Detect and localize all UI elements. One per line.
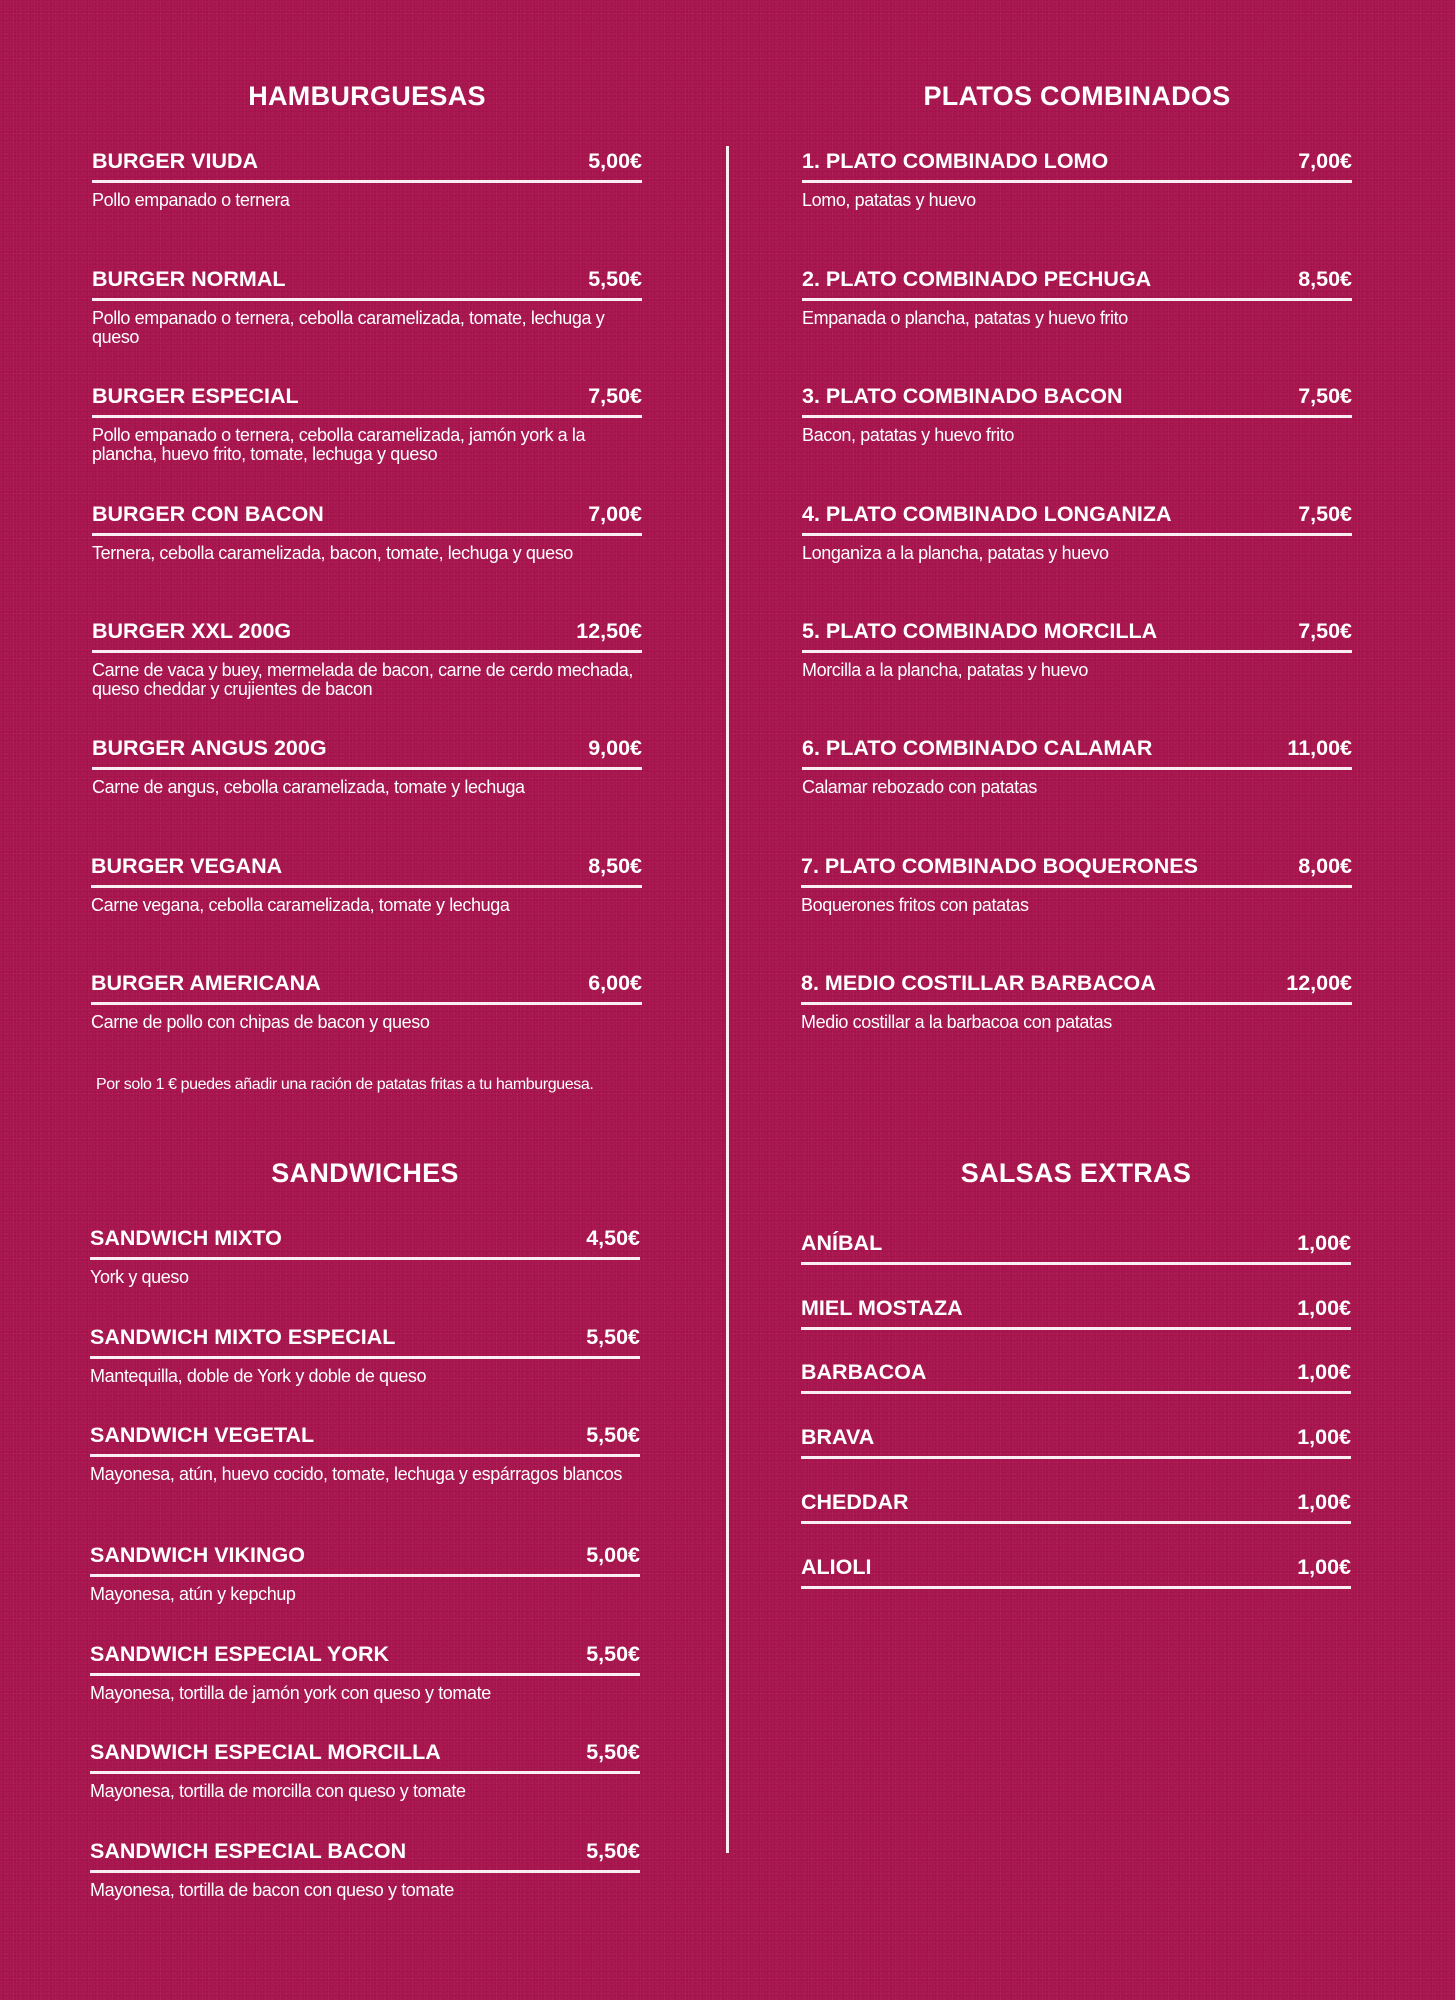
- menu-item: [92, 501, 642, 563]
- item-price: 7,00€: [1298, 149, 1352, 173]
- item-name: MIEL MOSTAZA: [801, 1296, 963, 1320]
- item-name: SANDWICH MIXTO ESPECIAL: [90, 1325, 396, 1349]
- item-price: 7,50€: [1298, 384, 1352, 408]
- item-description: Calamar rebozado con patatas: [802, 777, 1037, 797]
- item-description: Pollo empanado o ternera, cebolla caramelizada, jamón york a la plancha, huevo frito, tomate, lechuga y queso: [92, 425, 586, 464]
- item-name: BURGER XXL 200G: [92, 619, 292, 643]
- menu-item: [802, 501, 1352, 563]
- menu-item: [91, 970, 642, 1032]
- section-title: SALSAS EXTRAS: [960, 1158, 1192, 1188]
- item-price: 5,50€: [586, 1740, 640, 1764]
- item-description: Pollo empanado o ternera, cebolla caramelizada, tomate, lechuga y queso: [92, 308, 605, 347]
- item-name: 7. PLATO COMBINADO BOQUERONES: [801, 854, 1198, 878]
- item-description: Mayonesa, tortilla de morcilla con queso y tomate: [90, 1781, 466, 1801]
- item-name: BURGER VIUDA: [92, 149, 259, 173]
- menu-item: [801, 970, 1352, 1032]
- item-name: SANDWICH ESPECIAL YORK: [90, 1642, 390, 1666]
- menu-item: [90, 1641, 640, 1703]
- section-salsas-extras: [801, 1157, 1351, 1597]
- item-price: 8,00€: [1298, 854, 1352, 878]
- item-price: 1,00€: [1297, 1296, 1351, 1320]
- item-price: 12,00€: [1286, 971, 1352, 995]
- item-name: CHEDDAR: [801, 1490, 909, 1514]
- item-name: BURGER CON BACON: [92, 502, 324, 526]
- item-price: 7,50€: [1298, 502, 1352, 526]
- item-price: 5,50€: [588, 267, 642, 291]
- item-name: 3. PLATO COMBINADO BACON: [802, 384, 1123, 408]
- item-name: ANÍBAL: [801, 1231, 883, 1255]
- item-name: BURGER ESPECIAL: [92, 384, 299, 408]
- item-price: 6,00€: [588, 971, 642, 995]
- item-description: York y queso: [90, 1267, 189, 1287]
- sauce-item: [801, 1230, 1351, 1265]
- item-description: Lomo, patatas y huevo: [802, 190, 976, 210]
- item-description: Longaniza a la plancha, patatas y huevo: [802, 543, 1109, 563]
- menu-item: [90, 1324, 640, 1386]
- item-price: 1,00€: [1297, 1231, 1351, 1255]
- section-platos-combinados: [802, 80, 1352, 1060]
- item-description: Pollo empanado o ternera: [92, 190, 290, 210]
- item-description: Mayonesa, atún y kepchup: [90, 1584, 296, 1604]
- item-price: 12,50€: [576, 619, 642, 643]
- item-price: 5,00€: [586, 1543, 640, 1567]
- sauce-item: [801, 1424, 1351, 1459]
- item-description: Mayonesa, atún, huevo cocido, tomate, lechuga y espárragos blancos: [90, 1464, 622, 1484]
- menu-item: [90, 1542, 640, 1604]
- item-name: BURGER VEGANA: [91, 854, 283, 878]
- item-name: 5. PLATO COMBINADO MORCILLA: [802, 619, 1158, 643]
- item-description: Carne de vaca y buey, mermelada de bacon, carne de cerdo mechada, queso cheddar y crujientes de bacon: [92, 660, 634, 699]
- item-description: Empanada o plancha, patatas y huevo frito: [802, 308, 1128, 328]
- fries-note: Por solo 1 € puedes añadir una ración de patatas fritas a tu hamburguesa.: [96, 1076, 594, 1093]
- section-title: SANDWICHES: [271, 1158, 459, 1188]
- menu-item: [90, 1838, 640, 1900]
- menu-item: [90, 1225, 640, 1287]
- sauce-item: [801, 1489, 1351, 1524]
- menu-item: [802, 383, 1352, 445]
- item-price: 8,50€: [588, 854, 642, 878]
- item-price: 4,50€: [586, 1226, 640, 1250]
- menu-item: [802, 735, 1352, 797]
- menu-item: [92, 266, 642, 347]
- item-price: 11,00€: [1287, 736, 1352, 760]
- menu-item: [801, 853, 1352, 915]
- menu-item: [802, 266, 1352, 328]
- section-hamburguesas: [92, 80, 642, 1100]
- item-description: Carne de pollo con chipas de bacon y queso: [91, 1012, 430, 1032]
- sauce-item: [801, 1295, 1351, 1330]
- item-name: ALIOLI: [801, 1555, 872, 1579]
- item-description: Ternera, cebolla caramelizada, bacon, tomate, lechuga y queso: [92, 543, 573, 563]
- item-description: Morcilla a la plancha, patatas y huevo: [802, 660, 1088, 680]
- section-title: PLATOS COMBINADOS: [923, 81, 1231, 111]
- item-name: BURGER AMERICANA: [91, 971, 321, 995]
- item-description: Mayonesa, tortilla de jamón york con queso y tomate: [90, 1683, 491, 1703]
- menu-item: [802, 148, 1352, 210]
- item-name: 8. MEDIO COSTILLAR BARBACOA: [801, 971, 1156, 995]
- item-price: 1,00€: [1297, 1555, 1351, 1579]
- item-description: Mayonesa, tortilla de bacon con queso y tomate: [90, 1880, 454, 1900]
- item-price: 5,50€: [586, 1325, 640, 1349]
- item-description: Carne vegana, cebolla caramelizada, tomate y lechuga: [91, 895, 510, 915]
- menu-item: [90, 1422, 640, 1484]
- section-sandwiches: [90, 1157, 640, 1917]
- item-price: 8,50€: [1298, 267, 1352, 291]
- item-name: SANDWICH VEGETAL: [90, 1423, 315, 1447]
- item-name: 1. PLATO COMBINADO LOMO: [802, 149, 1109, 173]
- item-name: SANDWICH ESPECIAL BACON: [90, 1839, 407, 1863]
- sauce-item: [801, 1554, 1351, 1589]
- item-price: 5,00€: [588, 149, 642, 173]
- item-price: 7,50€: [1298, 619, 1352, 643]
- item-price: 1,00€: [1297, 1425, 1351, 1449]
- item-name: SANDWICH ESPECIAL MORCILLA: [90, 1740, 441, 1764]
- menu-item: [92, 148, 642, 210]
- item-name: 2. PLATO COMBINADO PECHUGA: [802, 267, 1152, 291]
- item-price: 5,50€: [586, 1642, 640, 1666]
- section-title: HAMBURGUESAS: [248, 81, 486, 111]
- item-price: 7,50€: [588, 384, 642, 408]
- sauce-item: [801, 1359, 1351, 1394]
- item-description: Boquerones fritos con patatas: [801, 895, 1029, 915]
- item-name: BARBACOA: [801, 1360, 927, 1384]
- item-description: Bacon, patatas y huevo frito: [802, 425, 1014, 445]
- menu-item: [92, 383, 642, 464]
- item-price: 1,00€: [1297, 1490, 1351, 1514]
- item-description: Carne de angus, cebolla caramelizada, tomate y lechuga: [92, 777, 525, 797]
- item-name: BURGER ANGUS 200G: [92, 736, 327, 760]
- menu-item: [90, 1739, 640, 1801]
- item-name: BRAVA: [801, 1425, 875, 1449]
- item-name: 6. PLATO COMBINADO CALAMAR: [802, 736, 1153, 760]
- item-price: 5,50€: [586, 1839, 640, 1863]
- menu-item: [92, 618, 642, 699]
- item-price: 5,50€: [586, 1423, 640, 1447]
- menu-item: [802, 618, 1352, 680]
- item-price: 9,00€: [588, 736, 642, 760]
- menu-item: [92, 735, 642, 797]
- item-name: 4. PLATO COMBINADO LONGANIZA: [802, 502, 1172, 526]
- item-name: SANDWICH MIXTO: [90, 1226, 282, 1250]
- item-name: BURGER NORMAL: [92, 267, 286, 291]
- item-description: Mantequilla, doble de York y doble de queso: [90, 1366, 427, 1386]
- column-divider: [726, 146, 729, 1853]
- item-name: SANDWICH VIKINGO: [90, 1543, 305, 1567]
- item-price: 7,00€: [588, 502, 642, 526]
- item-description: Medio costillar a la barbacoa con patatas: [801, 1012, 1112, 1032]
- menu-item: [91, 853, 642, 915]
- item-price: 1,00€: [1297, 1360, 1351, 1384]
